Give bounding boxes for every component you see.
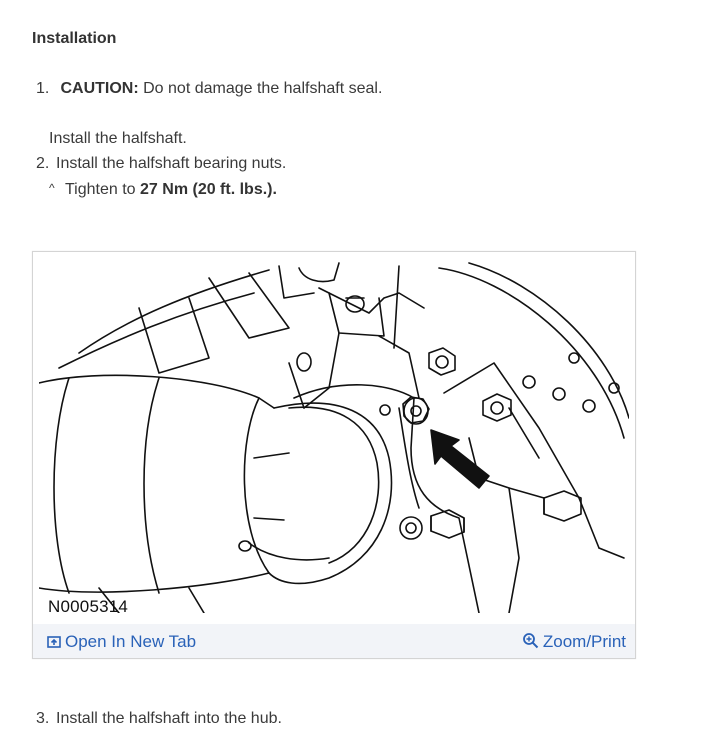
- section-heading: Installation: [32, 30, 117, 47]
- caret-bullet: ^: [49, 181, 55, 195]
- line-drawing: [39, 258, 629, 613]
- step-number: 3.: [36, 710, 50, 727]
- caution-text: Do not damage the halfshaft seal.: [138, 80, 383, 97]
- step-1-instruction: Install the halfshaft.: [49, 130, 187, 147]
- figure-container: [32, 251, 636, 659]
- zoom-print-link[interactable]: [522, 632, 626, 652]
- step-2-torque-spec: [49, 181, 277, 199]
- zoom-print-label: Zoom/Print: [542, 632, 626, 651]
- step-2: [36, 155, 286, 173]
- open-in-new-tab-icon: [47, 635, 61, 649]
- step-text: Install the halfshaft bearing nuts.: [56, 155, 287, 172]
- torque-prefix: Tighten to: [65, 181, 141, 198]
- magnifier-plus-icon: [522, 632, 539, 649]
- figure-toolbar: [33, 624, 635, 658]
- figure-label: N0005314: [48, 597, 129, 613]
- step-3: [36, 710, 282, 728]
- step-text: Install the halfshaft into the hub.: [56, 710, 282, 727]
- step-number: 2.: [36, 155, 50, 172]
- halfshaft-illustration[interactable]: [39, 258, 629, 613]
- step-number: 1.: [36, 80, 50, 97]
- open-in-new-tab-link[interactable]: [47, 632, 196, 652]
- open-in-new-tab-label: Open In New Tab: [65, 632, 197, 651]
- step-1: [36, 80, 382, 98]
- caution-label: CAUTION:: [60, 80, 139, 97]
- torque-value: 27 Nm (20 ft. lbs.).: [140, 181, 277, 198]
